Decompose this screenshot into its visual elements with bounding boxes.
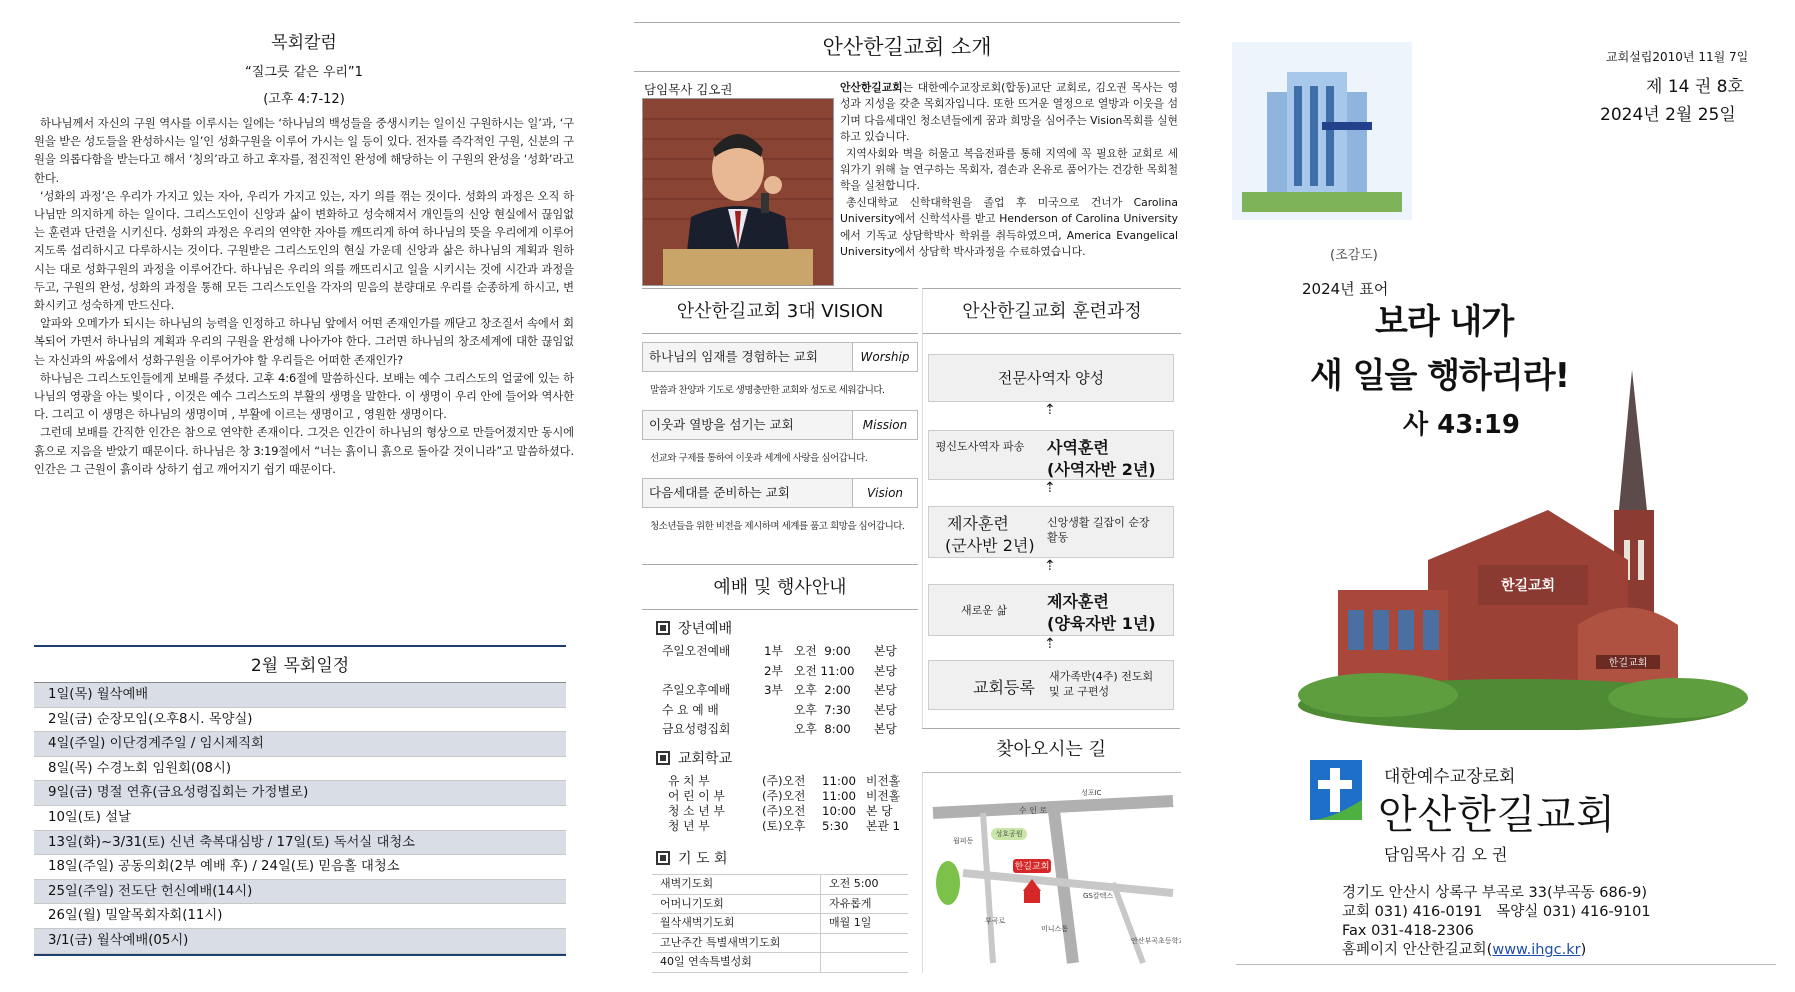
prayer-name: 새벽기도회 xyxy=(652,875,821,894)
rendering-building xyxy=(1232,42,1412,220)
worship-place: 본당 xyxy=(874,663,897,678)
school-place: 비전홀 xyxy=(866,789,901,803)
prayer-table xyxy=(652,874,908,973)
schedule-item: 25일(주일) 전도단 헌신예배(14시) xyxy=(34,880,566,905)
prayer-row xyxy=(652,934,908,954)
church-rendering xyxy=(1232,42,1412,220)
prayer-name: 고난주간 특별새벽기도회 xyxy=(652,934,821,953)
prayer-time: 매월 1일 xyxy=(829,916,872,929)
vision-description: 말씀과 찬양과 기도로 생명충만한 교회와 성도로 세워갑니다. xyxy=(650,385,885,396)
homepage-label: 홈페이지 안산한길교회( xyxy=(1342,942,1493,958)
intro-church-name: 안산한길교회 xyxy=(840,81,903,94)
worship-title: 예배 및 행사안내 xyxy=(642,565,918,610)
training-step-1: 전문사역자 양성 xyxy=(928,354,1174,402)
vision-item xyxy=(642,478,918,508)
map-label-ministop: 미니스톱 xyxy=(1041,925,1069,933)
column-paragraph: 하나님께서 자신의 구원 역사를 이루시는 일에는 ‘하나님의 백성들을 중생시키는 일이신 구원하시는 일’과, ‘구원을 받은 성도들을 완성하시는 일’인 성화구원을 이루어 가시는 일 등이 있다. 전자를 즉각적인 구원, 신분의 구원을 의롭다함을 받는다고 해서 ‘칭의’라고 하고 후자를, 점진적인 완성에 해당하는 이 구원의 완성을 ‘성화’라고 한다. xyxy=(34,117,574,185)
church-homepage xyxy=(1342,941,1651,960)
arrow-up-icon: ⇡ xyxy=(1044,636,1056,652)
school-day: (토)오후 xyxy=(762,819,806,833)
schedule-list xyxy=(34,683,566,954)
worship-row xyxy=(656,662,906,682)
pastor-label: 담임목사 김오권 xyxy=(644,82,733,97)
prayer-row xyxy=(652,914,908,934)
prayer-time xyxy=(821,934,829,953)
schedule-item: 4일(주일) 이단경계주일 / 임시제직회 xyxy=(34,732,566,757)
pastor-name: 담임목사 김 오 권 xyxy=(1384,845,1508,864)
school-time: 10:00 xyxy=(822,804,856,818)
homepage-link[interactable]: www.ihgc.kr xyxy=(1492,942,1581,958)
homepage-close: ) xyxy=(1580,942,1587,958)
school-table xyxy=(656,774,906,834)
vision-label: 하나님의 임재를 경험하는 교회 xyxy=(649,349,818,364)
school-place: 비전홀 xyxy=(866,774,901,788)
prayer-row xyxy=(652,875,908,895)
worship-place: 본당 xyxy=(874,683,897,697)
contact-info xyxy=(1342,884,1651,960)
worship-part: 1부 xyxy=(764,644,783,658)
worship-place: 본당 xyxy=(874,644,897,658)
schedule-item: 9일(금) 명절 연휴(금요성령집회는 가정별로) xyxy=(34,781,566,806)
worship-time: 오후 2:00 xyxy=(794,683,851,697)
vision-item xyxy=(642,342,918,372)
worship-part: 3부 xyxy=(764,683,783,697)
prayer-time: 오전 5:00 xyxy=(829,877,879,890)
vision-label: 이웃과 열방을 섬기는 교회 xyxy=(649,417,794,432)
worship-name xyxy=(656,662,764,682)
training-step-4 xyxy=(928,584,1174,636)
worship-place: 본당 xyxy=(874,722,897,736)
motto-year: 2024년 표어 xyxy=(1302,280,1389,298)
worship-part: 2부 xyxy=(764,663,783,678)
training-step-5 xyxy=(928,660,1174,710)
schedule-item: 2일(금) 순장모임(오후8시. 목양실) xyxy=(34,708,566,733)
vision-tag: Mission xyxy=(852,411,917,439)
worship-part xyxy=(764,720,794,740)
adult-worship-heading xyxy=(656,618,732,638)
prayer-name: 월삭새벽기도회 xyxy=(652,914,821,933)
church-building-photo xyxy=(1278,360,1758,730)
school-row xyxy=(656,819,906,834)
denomination: 대한예수교장로회 xyxy=(1384,767,1516,787)
church-name: 안산한길교회 xyxy=(1378,792,1616,838)
training-step-3-sub: (군사반 2년) xyxy=(945,536,1035,555)
schedule-item: 3/1(금) 월삭예배(05시) xyxy=(34,929,566,954)
school-place: 본 당 xyxy=(866,804,893,818)
training-step-2-main: 사역훈련 xyxy=(1047,438,1109,457)
schedule-item: 8일(목) 수경노회 임원회(08시) xyxy=(34,757,566,782)
issue-date: 2024년 2월 25일 xyxy=(1600,105,1736,125)
worship-row xyxy=(656,642,906,662)
training-step-3-main: 제자훈련 xyxy=(947,514,1009,533)
intro-body-3: 총신대학교 신학대학원을 졸업 후 미국으로 건너가 Carolina University에서 신학석사를 받고 Henderson of Carolina University에서 기독교 상담학박사 학위를 취득하였으며, America Evangelical University에서 상담학 박사과정을 수료하였습니다. xyxy=(840,195,1178,259)
vision-tag: Worship xyxy=(852,343,917,371)
schedule-item: 13일(화)~3/31(토) 신년 축복대심방 / 17일(토) 독서실 대청소 xyxy=(34,831,566,856)
map-label-park: 성호공원 xyxy=(995,830,1023,838)
school-name: 청 소 년 부 xyxy=(668,804,725,818)
column-subtitle: “질그릇 같은 우리”1 xyxy=(245,65,363,80)
vision-tag: Vision xyxy=(852,479,917,507)
school-day: (주)오전 xyxy=(762,789,806,803)
column-paragraph: 그런데 보배를 간직한 인간은 참으로 연약한 존재이다. 그것은 인간이 하나님의 형상으로 만들어졌지만 동시에 흙으로 지음을 받았기 때문이다. 하나님은 창 3:19절에서 “너는 흙이니 흙으로 돌아갈 것이니라”고 말씀하셨다. 인간은 그 근원이 흙이라 상하기 쉽고 깨어지기 쉽기 때문이다. xyxy=(34,426,574,476)
map-drawing xyxy=(923,773,1181,973)
training-step-4-sub: (양육자반 1년) xyxy=(1047,614,1156,633)
column-paragraph: 하나님은 그리스도인들에게 보배를 주셨다. 고후 4:6절에 말씀하신다. 보배는 예수 그리스도의 얼굴에 있는 하나님의 영광을 아는 빛이다 , 이것은 예수 그리스도의 부활의 생명을 말한다. 이 생명이 우리 안에 들어와 역사한다. 그리고 이 생명은 하나님의 생명이며 , 부활에 이르는 생명이고 , 영원한 생명이다. xyxy=(34,371,574,422)
training-step-2-sub: (사역자반 2년) xyxy=(1047,460,1156,479)
church-logo-icon xyxy=(1310,760,1362,820)
worship-row xyxy=(656,681,906,701)
founding-date: 교회설립2010년 11월 7일 xyxy=(1606,50,1749,64)
school-day: (주)오전 xyxy=(762,804,806,818)
location-map xyxy=(922,772,1181,973)
building-sign-main: 한길교회 xyxy=(1500,578,1556,594)
arrow-up-icon: ⇡ xyxy=(1044,480,1056,496)
school-name: 어 린 이 부 xyxy=(668,789,725,803)
worship-name: 수 요 예 배 xyxy=(662,702,719,717)
prayer-name: 40일 연속특별성회 xyxy=(652,953,821,972)
training-title: 안산한길교회 훈련과정 xyxy=(923,289,1181,334)
prayer-row xyxy=(652,895,908,915)
worship-time: 오후 7:30 xyxy=(794,702,851,717)
school-row xyxy=(656,774,906,789)
pastor-photo xyxy=(642,98,834,286)
worship-name: 주일오전예배 xyxy=(662,644,731,658)
school-place: 본관 1 xyxy=(866,819,901,833)
schedule-item: 10일(토) 설날 xyxy=(34,806,566,831)
school-title: 교회학교 xyxy=(678,751,733,767)
training-step-3 xyxy=(928,506,1174,558)
prayer-name: 어머니기도회 xyxy=(652,895,821,914)
prayer-heading xyxy=(656,848,727,868)
map-section xyxy=(922,728,1180,771)
training-step-4-side: 새로운 삶 xyxy=(960,604,1007,617)
schedule-item: 18일(주일) 공동의회(2부 예배 후) / 24일(토) 믿음홀 대청소 xyxy=(34,855,566,880)
training-step-4-main: 제자훈련 xyxy=(1047,592,1109,611)
prayer-title: 기 도 회 xyxy=(678,851,728,867)
intro-body-1: 는 대한예수교장로회(합동)교단 교회로, 김오권 목사는 영성과 지성을 갖춘 목회자입니다. 또한 뜨거운 열정으로 열방과 이웃을 섬기며 다음세대인 청소년들에게 꿈과 희망을 심어주는 Vision목회를 실현하고 있습니다. xyxy=(840,81,1178,144)
column-paragraph: 알파와 오메가가 되시는 하나님의 능력을 인정하고 하나님 앞에서 어떤 존재인가를 깨닫고 창조질서 속에서 회복되어 가면서 하나님의 계획과 우리의 구원을 완성해 나아가야 한다. 그러면 하나님의 창조세계에 대한 끊임없는 자신과의 싸움에서 성화구원을 이루어가야 할 우리들은 어떠한 존재인가? xyxy=(34,317,574,367)
arrow-up-icon: ⇡ xyxy=(1044,402,1056,418)
map-label-wolpi: 월피동 xyxy=(953,837,974,845)
school-name: 청 년 부 xyxy=(668,819,710,833)
church-address: 경기도 안산시 상록구 부곡로 33(부곡동 686-9) xyxy=(1342,885,1648,901)
vision-section xyxy=(642,288,918,546)
training-step-3-side: 신앙생활 길잡이 순장활동 xyxy=(1047,516,1150,544)
map-label-road: 부곡로 xyxy=(985,917,1006,925)
intro-section xyxy=(634,22,1180,72)
footer-divider xyxy=(1236,964,1776,965)
vision-description: 청소년들을 위한 비전을 제시하며 세계를 품고 희망을 심어갑니다. xyxy=(650,521,905,532)
square-bullet-icon xyxy=(656,751,670,765)
intro-body-2: 지역사회와 벽을 허물고 복음전파를 통해 지역에 꼭 필요한 교회로 세워가기 위해 늘 연구하는 목회자, 겸손과 온유로 품어가는 건강한 목회철학을 실천합니다. xyxy=(840,146,1178,193)
motto-line-2: 새 일을 행하리라! xyxy=(1310,356,1570,396)
training-step-2 xyxy=(928,430,1174,480)
map-label-gs: GS칼텍스 xyxy=(1083,892,1114,900)
church-phone: 교회 031) 416-0191 목양실 031) 416-9101 xyxy=(1342,904,1651,920)
pastor-figure xyxy=(643,99,833,285)
school-name: 유 치 부 xyxy=(668,774,710,788)
school-row xyxy=(656,789,906,804)
column-title: 목회칼럼 xyxy=(271,33,337,53)
vision-title: 안산한길교회 3대 VISION xyxy=(642,289,918,334)
column-paragraph: ‘성화의 과정’은 우리가 가지고 있는 자아, 우리가 가지고 있는, 자기 의를 꺾는 것이다. 성화의 과정은 오직 하나님만 의지하게 하는 일이다. 그리스도인이 신앙과 삶이 변화하고 성숙해져서 개인들의 신앙 현실에서 끊임없는 훈련과 단련을 시키신다. 성화의 과정은 우리의 연약한 자아를 깨뜨리게 하여 하나님의 뜻을 우리에게 이루어지도록 섭리하시고 다루하시는 것이다. 구원받은 그리스도인의 현실 가운데 신앙과 삶은 하나님의 계획과 원하시는 대로 성화구원의 과정을 이루어간다. 하나님은 우리의 의를 깨뜨리시고 일을 시키시는 것에 시간과 과정을 두고, 구원의 완성, 성화의 과정을 통해 모든 그리스도인을 각자의 믿음의 분량대로 우리를 순종하게 하시고, 변화시키고 성숙하게 만드신다. xyxy=(34,189,574,313)
map-title: 찾아오시는 길 xyxy=(995,739,1107,760)
square-bullet-icon xyxy=(656,621,670,635)
worship-name: 금요성령집회 xyxy=(662,722,731,736)
map-road-label: 수 인 로 xyxy=(1018,806,1048,815)
intro-paragraph-1 xyxy=(840,80,1178,146)
worship-part xyxy=(764,701,794,721)
vision-item xyxy=(642,410,918,440)
adult-worship-table xyxy=(656,642,906,740)
schedule-item: 26일(월) 밀알목회자회(11시) xyxy=(34,904,566,929)
building-sign: 한길교회 xyxy=(1608,658,1648,669)
column-body xyxy=(34,115,574,479)
intro-text xyxy=(840,80,1178,260)
column-reference: (고후 4:7-12) xyxy=(263,92,345,107)
training-step-5-main: 교회등록 xyxy=(973,678,1035,697)
school-time: 5:30 xyxy=(822,819,849,833)
arrow-up-icon: ⇡ xyxy=(1044,558,1056,574)
worship-time: 오후 8:00 xyxy=(794,722,851,736)
intro-header: 안산한길교회 소개 xyxy=(634,22,1180,72)
map-church-label: 한길교회 xyxy=(1014,862,1050,872)
vision-label: 다음세대를 준비하는 교회 xyxy=(649,485,790,500)
school-day: (주)오전 xyxy=(762,774,806,788)
worship-row xyxy=(656,701,906,721)
rendering-caption: (조감도) xyxy=(1330,248,1378,263)
training-step-5-side: 새가족반(4주) 전도회 및 교 구편성 xyxy=(1049,670,1154,698)
map-label-ic: 성포IC xyxy=(1081,789,1102,797)
prayer-row xyxy=(652,953,908,973)
pastor-column xyxy=(34,18,574,479)
map-label-school: 안산부곡초등학교 xyxy=(1131,937,1181,945)
schedule-item: 1일(목) 월삭예배 xyxy=(34,683,566,708)
schedule-title: 2월 목회일정 xyxy=(34,647,566,683)
vision-list xyxy=(642,342,918,546)
square-bullet-icon xyxy=(656,851,670,865)
adult-worship-title: 장년예배 xyxy=(678,621,733,637)
prayer-time: 자유롭게 xyxy=(829,896,872,910)
church-fax: Fax 031-418-2306 xyxy=(1342,923,1474,939)
worship-name: 주일오후예배 xyxy=(662,683,731,697)
motto-reference: 사 43:19 xyxy=(1403,410,1520,440)
vision-description: 선교와 구제를 통하여 이웃과 세계에 사랑을 심어갑니다. xyxy=(650,453,868,464)
school-time: 11:00 xyxy=(822,774,856,788)
prayer-time xyxy=(821,953,829,972)
worship-time: 오전 9:00 xyxy=(794,644,851,658)
logo-cross-icon xyxy=(1310,760,1362,820)
school-heading xyxy=(656,748,732,768)
worship-section xyxy=(642,564,918,610)
school-row xyxy=(656,804,906,819)
worship-time: 오전 11:00 xyxy=(794,663,855,678)
volume-number: 제 14 권 8호 xyxy=(1646,77,1744,97)
worship-place: 본당 xyxy=(874,702,897,717)
worship-row xyxy=(656,720,906,740)
motto-line-1: 보라 내가 xyxy=(1375,302,1514,342)
church-building-drawing xyxy=(1278,360,1758,730)
monthly-schedule xyxy=(34,645,566,956)
training-step-2-side: 평신도사역자 파송 xyxy=(935,440,1025,453)
school-time: 11:00 xyxy=(822,789,856,803)
